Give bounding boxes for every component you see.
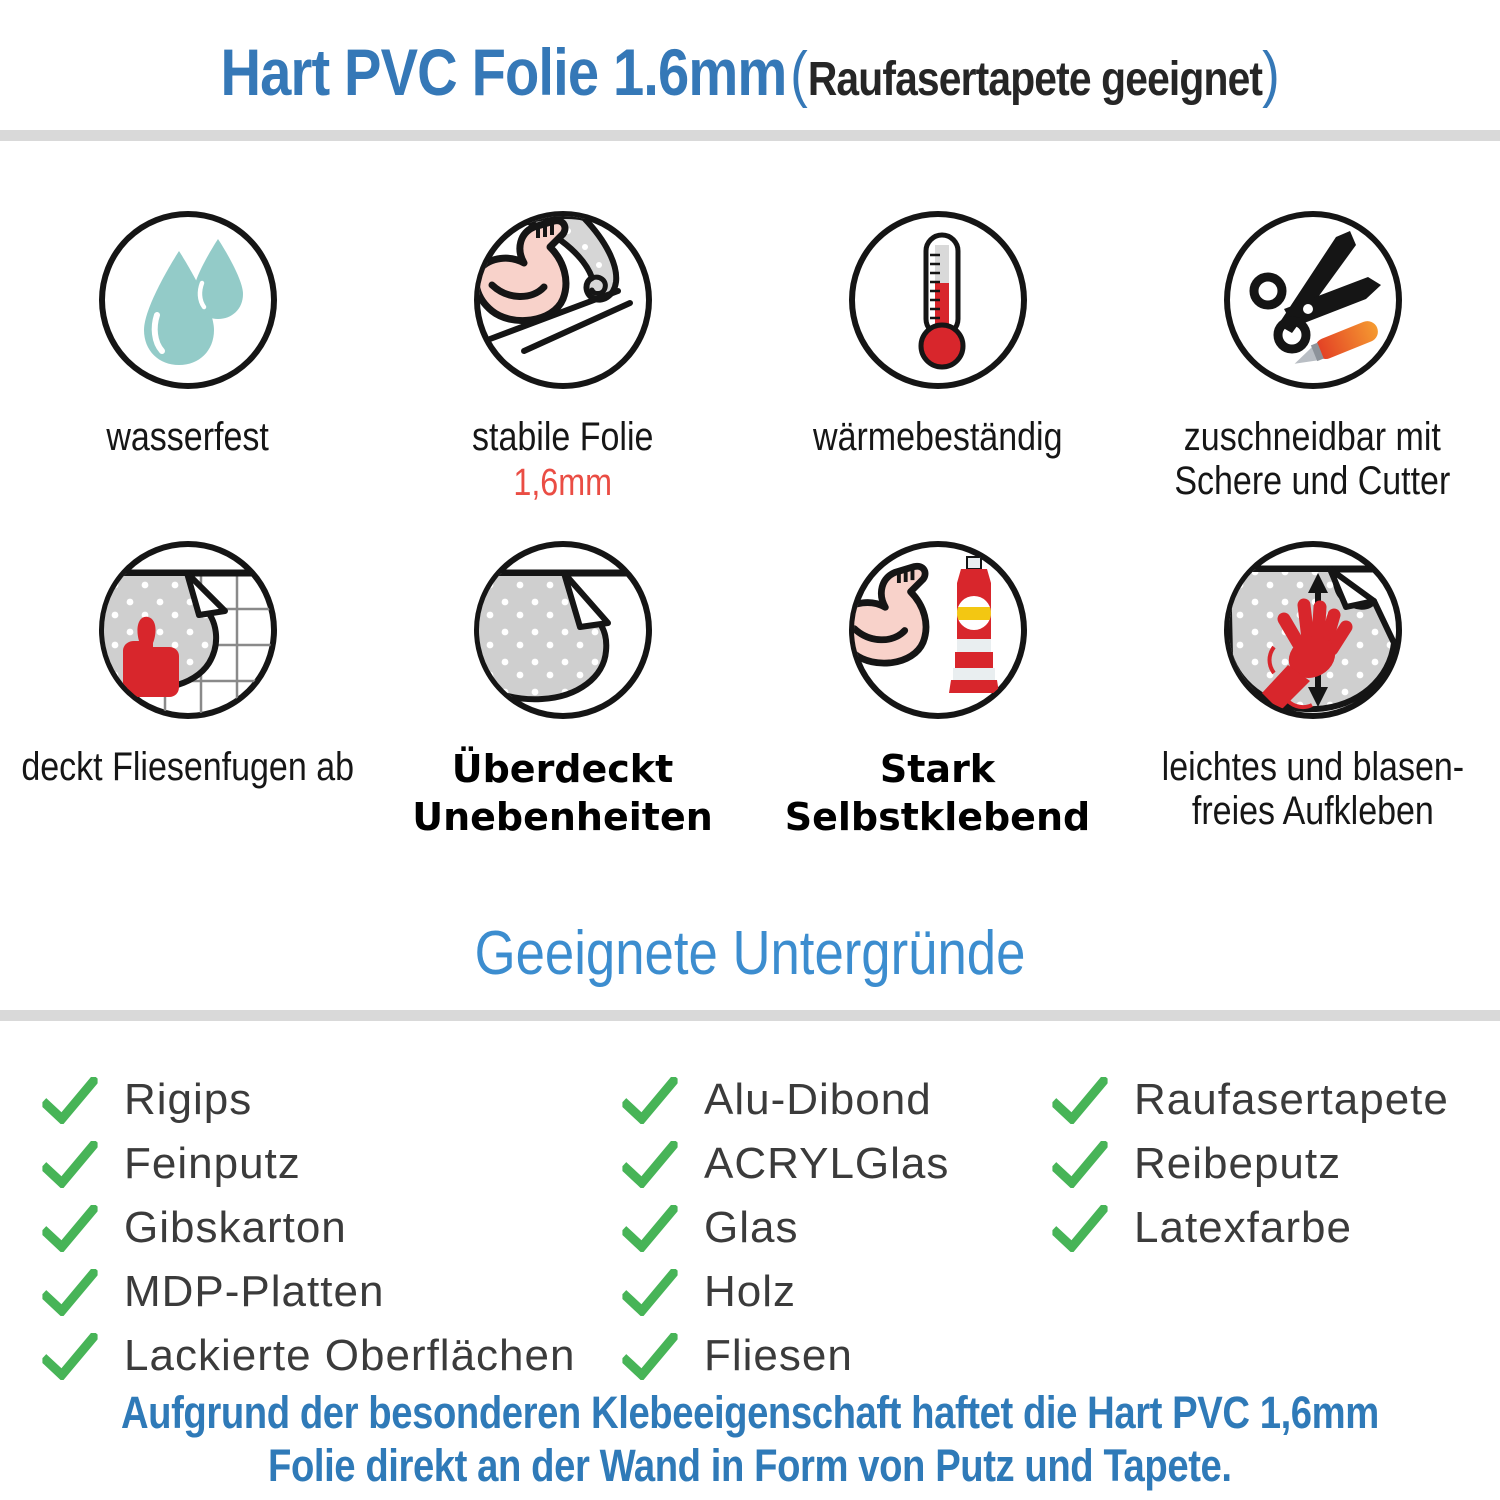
- feature-label: wasserfest: [106, 415, 269, 459]
- list-item: [1052, 1132, 1449, 1196]
- feature-label: stabile Folie: [471, 415, 654, 459]
- list-item: [1052, 1068, 1449, 1132]
- feature-label: leichtes und blasen-: [1161, 745, 1464, 789]
- list-item: [42, 1260, 575, 1324]
- feature-waterproof: [0, 205, 375, 535]
- list-item: [42, 1132, 575, 1196]
- footer-line: Folie direkt an der Wand in Form von Putz und Tapete.: [268, 1440, 1232, 1491]
- surface-label: ACRYLGlas: [704, 1139, 950, 1188]
- list-item: [622, 1196, 949, 1260]
- feature-bubble-free-application: [1125, 535, 1500, 865]
- feature-label: wärmebeständig: [812, 415, 1063, 459]
- page-title: [0, 34, 1500, 110]
- list-item: [1052, 1196, 1449, 1260]
- check-icon: [622, 1269, 678, 1316]
- feature-cuttable: [1125, 205, 1500, 535]
- muscle-arm-glue-icon: [843, 535, 1033, 725]
- feature-label: Unebenheiten: [412, 795, 713, 839]
- list-item: [622, 1132, 949, 1196]
- surface-label: Rigips: [124, 1075, 253, 1124]
- paren-close: ): [1262, 40, 1280, 109]
- section-title-surfaces: Geeignete Untergründe: [474, 919, 1026, 988]
- subtitle-text: Raufasertapete geeignet: [807, 53, 1263, 106]
- feature-label: deckt Fliesenfugen ab: [21, 745, 354, 789]
- feature-label: freies Aufkleben: [1191, 789, 1434, 833]
- divider-top: [0, 130, 1500, 141]
- check-icon: [1052, 1205, 1108, 1252]
- footer-line: Aufgrund der besonderen Klebeeigenschaft haftet die Hart PVC 1,6mm: [121, 1387, 1379, 1438]
- feature-label: zuschneidbar mit: [1183, 415, 1441, 459]
- check-icon: [42, 1205, 98, 1252]
- thermometer-icon: [843, 205, 1033, 395]
- feature-covers-tile-joints: [0, 535, 375, 865]
- surface-label: Glas: [704, 1203, 799, 1252]
- footer-note: [0, 1386, 1500, 1492]
- list-item: [42, 1196, 575, 1260]
- water-drops-icon: [93, 205, 283, 395]
- check-icon: [622, 1141, 678, 1188]
- surface-label: Alu-Dibond: [704, 1075, 932, 1124]
- feature-label: Stark: [879, 747, 996, 791]
- muscle-arm-foil-icon: [468, 205, 658, 395]
- check-icon: [42, 1269, 98, 1316]
- list-item: [42, 1068, 575, 1132]
- feature-label: Schere und Cutter: [1174, 459, 1451, 503]
- paren-open: (: [790, 40, 808, 109]
- list-item: [622, 1324, 949, 1388]
- surfaces-column-3: [1052, 1068, 1449, 1260]
- surface-label: Feinputz: [124, 1139, 301, 1188]
- surfaces-column-1: [42, 1068, 575, 1388]
- thickness-note: 1,6mm: [513, 462, 612, 504]
- surfaces-column-2: [622, 1068, 949, 1388]
- title-text: Hart PVC Folie 1.6mm: [220, 35, 787, 109]
- foil-peel-icon: [468, 535, 658, 725]
- thumbs-up-tiles-icon: [93, 535, 283, 725]
- list-item: [622, 1260, 949, 1324]
- check-icon: [622, 1333, 678, 1380]
- feature-label: Selbstklebend: [784, 795, 1091, 839]
- surface-label: Latexfarbe: [1134, 1203, 1352, 1252]
- check-icon: [42, 1333, 98, 1380]
- hand-smoothing-icon: [1218, 535, 1408, 725]
- surface-label: Raufasertapete: [1134, 1075, 1449, 1124]
- surface-label: MDP-Platten: [124, 1267, 385, 1316]
- check-icon: [622, 1205, 678, 1252]
- surface-label: Lackierte Oberflächen: [124, 1331, 576, 1380]
- feature-covers-unevenness: [375, 535, 750, 865]
- surface-label: Reibeputz: [1134, 1139, 1342, 1188]
- feature-self-adhesive: [750, 535, 1125, 865]
- check-icon: [622, 1077, 678, 1124]
- surface-label: Gibskarton: [124, 1203, 347, 1252]
- list-item: [622, 1068, 949, 1132]
- feature-label: Überdeckt: [451, 747, 674, 791]
- check-icon: [42, 1077, 98, 1124]
- feature-stable-foil: [375, 205, 750, 535]
- scissors-cutter-icon: [1218, 205, 1408, 395]
- check-icon: [1052, 1077, 1108, 1124]
- list-item: [42, 1324, 575, 1388]
- check-icon: [1052, 1141, 1108, 1188]
- check-icon: [42, 1141, 98, 1188]
- feature-heat-resistant: [750, 205, 1125, 535]
- surface-label: Holz: [704, 1267, 797, 1316]
- feature-grid: [0, 205, 1500, 865]
- surface-label: Fliesen: [704, 1331, 853, 1380]
- divider-middle: [0, 1010, 1500, 1021]
